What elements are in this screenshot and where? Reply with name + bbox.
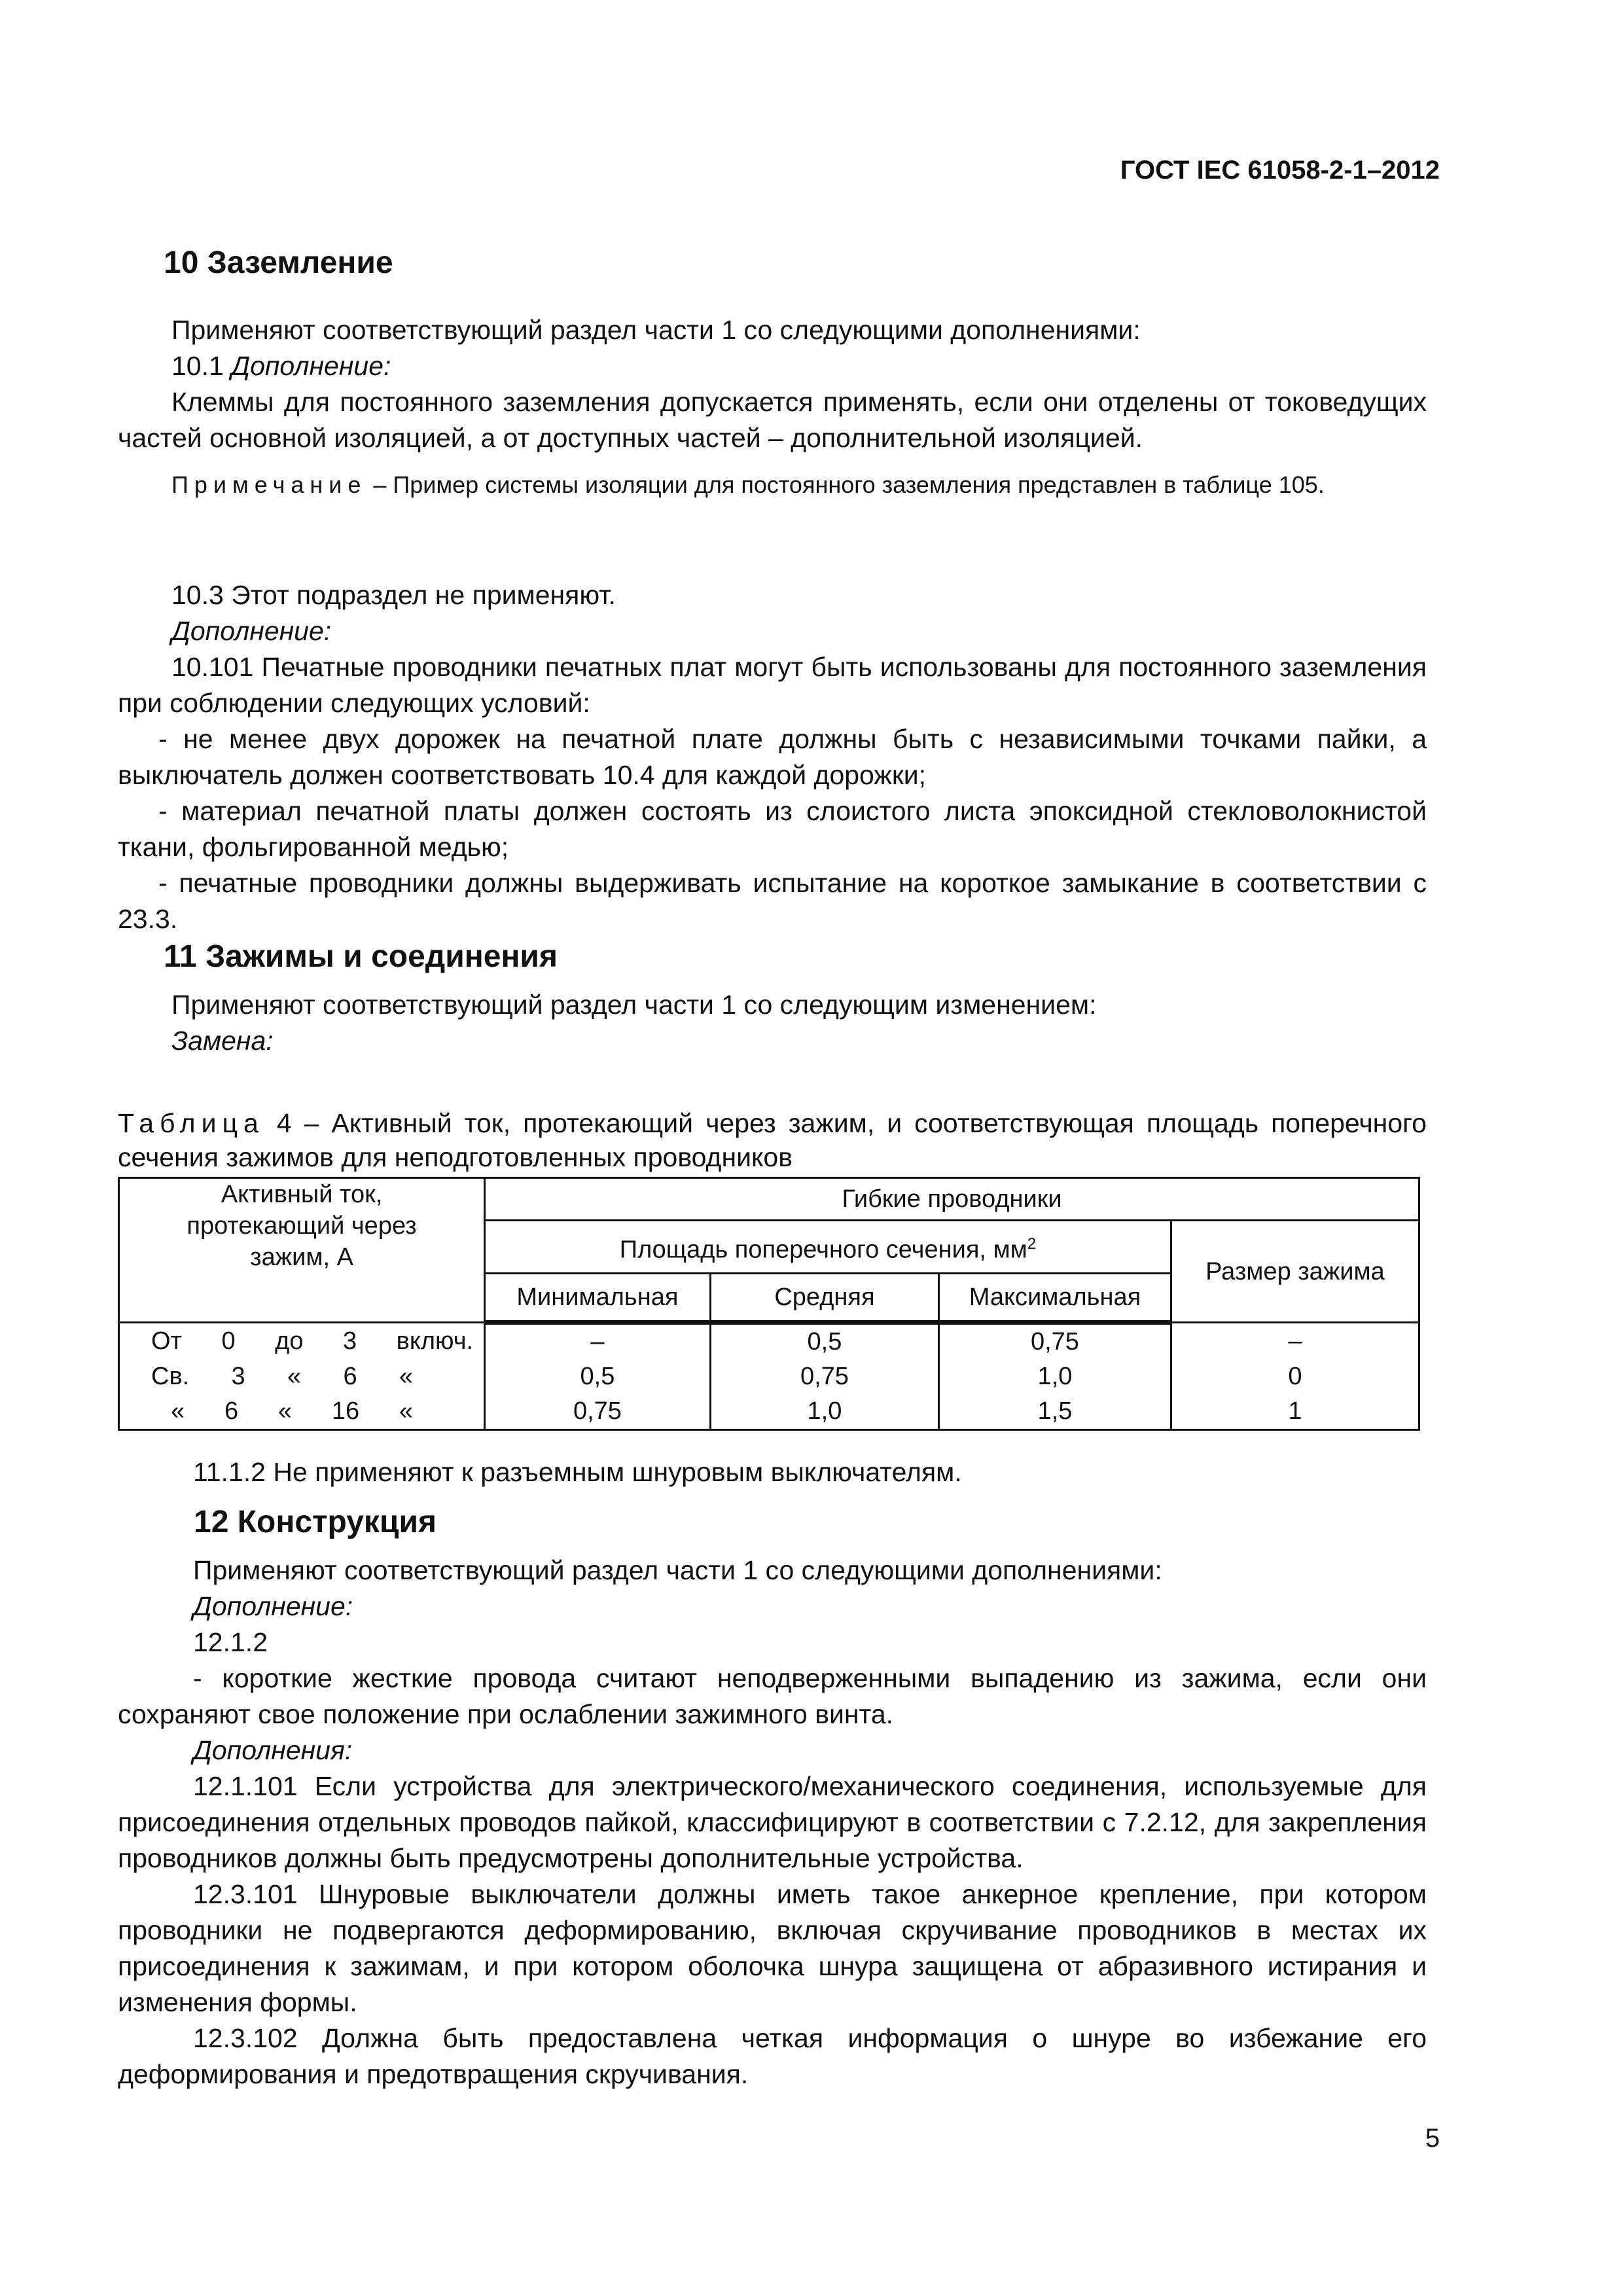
paragraph: Дополнение: <box>193 1591 353 1621</box>
header-size: Размер зажима <box>1171 1221 1419 1323</box>
header-min: Минимальная <box>485 1274 711 1323</box>
list-item: - не менее двух дорожек на печатной плате должны быть с независимыми точками пайки, а выключатель должен соответствовать 10.4 для каждой дорожки; <box>118 724 1427 790</box>
paragraph: Применяют соответствующий раздел части 1 со следующим изменением: <box>171 990 1097 1020</box>
cell-current: От 0 до 3 включ. <box>119 1323 485 1360</box>
note-label: Примечание <box>171 471 367 498</box>
paragraph: Дополнение: <box>171 616 332 646</box>
data-table <box>118 1177 1420 1431</box>
table-caption-text: 4 – Активный ток, протекающий через зажим, и соответствующая площадь поперечного сечения зажимов для неподготовленных проводников <box>118 1108 1427 1172</box>
list-item: - короткие жесткие провода считают неподверженными выпадению из зажима, если они сохраняют свое положение при ослаблении зажимного винта. <box>118 1663 1427 1729</box>
section-10-body-2 <box>118 577 1427 937</box>
cell-size: 0 <box>1171 1359 1419 1394</box>
paragraph: Замена: <box>171 1026 274 1056</box>
paragraph: Применяют соответствующий раздел части 1 со следующими дополнениями: <box>193 1555 1162 1585</box>
cell-mid: 0,5 <box>710 1323 938 1360</box>
paragraph-11-1-2 <box>118 1454 1427 1490</box>
paragraph: 12.1.101 Если устройства для электрического/механического соединения, используемые для присоединения отдельных проводов пайкой, классифицируют в соответствии с 7.2.12, для закрепления проводников должны быть предусмотрены дополнительные устройства. <box>118 1771 1427 1873</box>
cell-current: Св. 3 « 6 « <box>119 1359 485 1394</box>
cell-size: – <box>1171 1323 1419 1360</box>
paragraph: Клеммы для постоянного заземления допускается применять, если они отделены от токоведущих частей основной изоляцией, а от доступных частей – дополнительной изоляцией. <box>118 387 1427 453</box>
cell-max: 0,75 <box>939 1323 1171 1360</box>
list-item: - печатные проводники должны выдерживать испытание на короткое замыкание в соответствии с 23.3. <box>118 868 1427 934</box>
table-caption <box>118 1106 1427 1174</box>
table-row <box>119 1359 1419 1394</box>
section-12-body <box>118 1552 1427 2092</box>
page-number: 5 <box>1425 2124 1440 2153</box>
cell-max: 1,0 <box>939 1359 1171 1394</box>
header-max: Максимальная <box>939 1274 1171 1323</box>
paragraph: Применяют соответствующий раздел части 1 со следующими дополнениями: <box>171 315 1141 345</box>
cell-mid: 1,0 <box>710 1394 938 1430</box>
paragraph: 10.101 Печатные проводники печатных плат могут быть использованы для постоянного заземления при соблюдении следующих условий: <box>118 652 1427 718</box>
cell-max: 1,5 <box>939 1394 1171 1430</box>
cell-current: « 6 « 16 « <box>119 1394 485 1430</box>
paragraph: 11.1.2 Не применяют к разъемным шнуровым выключателям. <box>193 1457 962 1487</box>
section-10-title: 10 Заземление <box>164 245 393 280</box>
table-row <box>119 1323 1419 1360</box>
paragraph: 10.1 Дополнение: <box>171 351 391 381</box>
table-row <box>119 1394 1419 1430</box>
cell-size: 1 <box>1171 1394 1419 1430</box>
cell-min: 0,5 <box>485 1359 711 1394</box>
list-item: - материал печатной платы должен состоять из слоистого листа эпоксидной стекловолокнистой ткани, фольгированной медью; <box>118 796 1427 862</box>
header-current: Активный ток, протекающий через зажим, А <box>119 1178 485 1323</box>
cell-min: – <box>485 1323 711 1360</box>
header-area: Площадь поперечного сечения, $мм^2$ <box>485 1221 1171 1274</box>
section-12-title: 12 Конструкция <box>194 1505 437 1539</box>
document-code: ГОСТ IEC 61058-2-1–2012 <box>1120 156 1440 185</box>
cell-mid: 0,75 <box>710 1359 938 1394</box>
table-label: Таблица <box>118 1108 264 1138</box>
paragraph: 12.3.101 Шнуровые выключатели должны иметь такое анкерное крепление, при котором проводники не подвергаются деформированию, включая скручивание проводников в местах их присоединения к зажимам, и при котором оболочка шнура защищена от абразивного истирания и изменения формы. <box>118 1879 1427 2017</box>
note <box>118 469 1427 501</box>
paragraph: 12.1.2 <box>193 1627 268 1657</box>
header-flexible: Гибкие проводники <box>485 1178 1419 1221</box>
header-mid: Средняя <box>710 1274 938 1323</box>
section-11-body <box>118 987 1427 1059</box>
section-10-body <box>118 312 1427 456</box>
paragraph: 10.3 Этот подраздел не применяют. <box>171 580 616 610</box>
paragraph: 12.3.102 Должна быть предоставлена четкая информация о шнуре во избежание его деформирования и предотвращения скручивания. <box>118 2023 1427 2089</box>
paragraph: Дополнения: <box>193 1735 353 1765</box>
section-11-title: 11 Зажимы и соединения <box>164 939 558 974</box>
note-text: – Пример системы изоляции для постоянного заземления представлен в таблице 105. <box>366 471 1325 498</box>
cell-min: 0,75 <box>485 1394 711 1430</box>
